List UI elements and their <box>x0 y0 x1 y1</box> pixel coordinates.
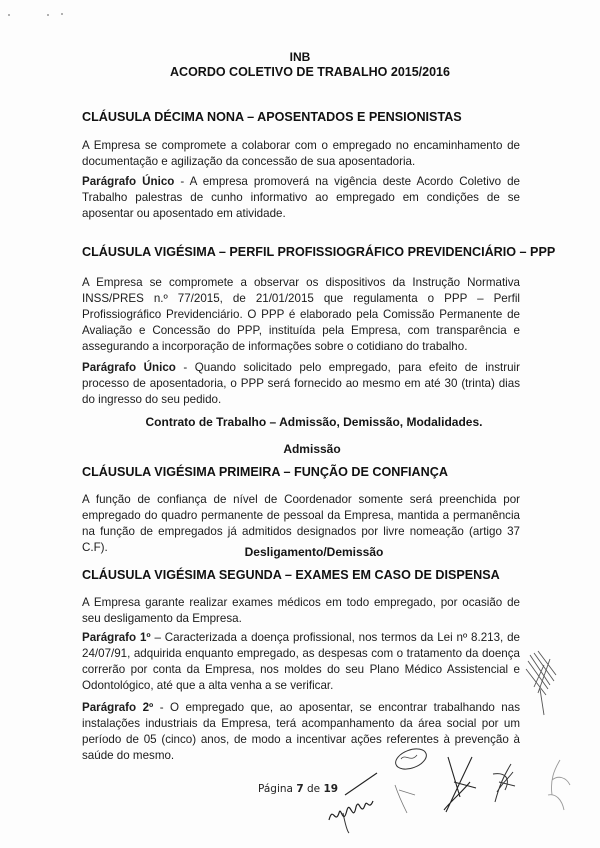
scan-speck <box>8 14 10 16</box>
page-total: 19 <box>323 783 339 795</box>
paragraph-label: Parágrafo Único <box>82 361 176 374</box>
paragraph-text: - A empresa promoverá na vigência deste Acordo Coletivo de Trabalho palestras de cunho informativo ao empregado em condições de se aposentar ou aposentado em atividade. <box>82 175 521 220</box>
clause-19-title: CLÁUSULA DÉCIMA NONA – APOSENTADOS E PENSIONISTAS <box>82 110 462 124</box>
scan-speck <box>61 13 63 15</box>
signature-3 <box>440 752 480 822</box>
clause-19-paragraph <box>82 174 520 222</box>
page-word: Página <box>258 783 293 795</box>
paragraph-text: - O empregado que, ao aposentar, se encontrar trabalhando nas instalações industriais da Empresa, terá acompanhamento da área social por um período de 05 (cinco) anos, de modo a incentivar ações referentes à prevenção à saúde do mesmo. <box>82 701 521 762</box>
scan-speck <box>47 14 49 16</box>
document-org: INB <box>289 50 311 64</box>
clause-20-body: A Empresa se compromete a observar os dispositivos da Instrução Normativa INSS/PRES n.º 77/2015, de 21/01/2015 que regulamenta o PPP – Perfil Profissiográfico Previdenciário. O PPP é elaborado pela Comissão Permanente de Avaliação e Concessão do PPP, instituída pela Empresa, com transparência e assegurando a incorporação de informações sobre o cotidiano do trabalho. <box>82 276 520 353</box>
paragraph-text: - Quando solicitado pelo empregado, para efeito de instruir processo de aposentadoria, o PPP será fornecido ao mesmo em até 30 (trinta) dias do ingresso do seu pedido. <box>82 361 520 406</box>
signature-5 <box>540 755 580 815</box>
paragraph-label: Parágrafo 1º <box>82 631 151 644</box>
section-contract-heading: Contrato de Trabalho – Admissão, Demissão, Modalidades. <box>145 415 483 429</box>
clause-20-title: CLÁUSULA VIGÉSIMA – PERFIL PROFISSIOGRÁFICO PREVIDENCIÁRIO – PPP <box>82 245 556 259</box>
page-of-word: de <box>306 783 321 795</box>
clause-22-body: A Empresa garante realizar exames médicos em todo empregado, por ocasião de seu desligamento da Empresa. <box>82 596 520 625</box>
clause-22-paragraph-1 <box>82 630 520 694</box>
signature-margin-initials <box>520 645 565 720</box>
paragraph-text: – Caracterizada a doença profissional, nos termos da Lei nº 8.213, de 24/07/91, adquirida enquanto empregado, as despesas com o tratamento da doença correrão por conta da Empresa, nos moldes do seu Plano Médico Assistencial e Odontológico, até que a alta venha a se verificar. <box>82 631 520 692</box>
section-admission-heading: Admissão <box>283 442 341 456</box>
clause-19-body: A Empresa se compromete a colaborar com o empregado no encaminhamento de documentação e agilização da concessão de sua aposentadoria. <box>82 139 520 168</box>
section-dismissal-heading: Desligamento/Demissão <box>244 545 384 559</box>
signature-stamp-circle <box>385 745 435 815</box>
clause-22-title: CLÁUSULA VIGÉSIMA SEGUNDA – EXAMES EM CASO DE DISPENSA <box>82 568 500 582</box>
clause-21-body: A função de confiança de nível de Coordenador somente será preenchida por empregado do quadro permanente de pessoal da Empresa, mantida a permanência na função de empregados já admitidos designados por livre nomeação (artigo 37 C.F). <box>82 493 520 554</box>
document-title: ACORDO COLETIVO DE TRABALHO 2015/2016 <box>170 65 450 79</box>
signature-initials-1 <box>325 765 385 835</box>
clause-20-paragraph <box>82 360 520 408</box>
paragraph-label: Parágrafo Único <box>82 175 175 188</box>
paragraph-label: Parágrafo 2º <box>82 701 154 714</box>
page-current: 7 <box>296 783 304 795</box>
clause-21-title: CLÁUSULA VIGÉSIMA PRIMEIRA – FUNÇÃO DE CONFIANÇA <box>82 465 448 479</box>
signature-4 <box>485 752 525 812</box>
